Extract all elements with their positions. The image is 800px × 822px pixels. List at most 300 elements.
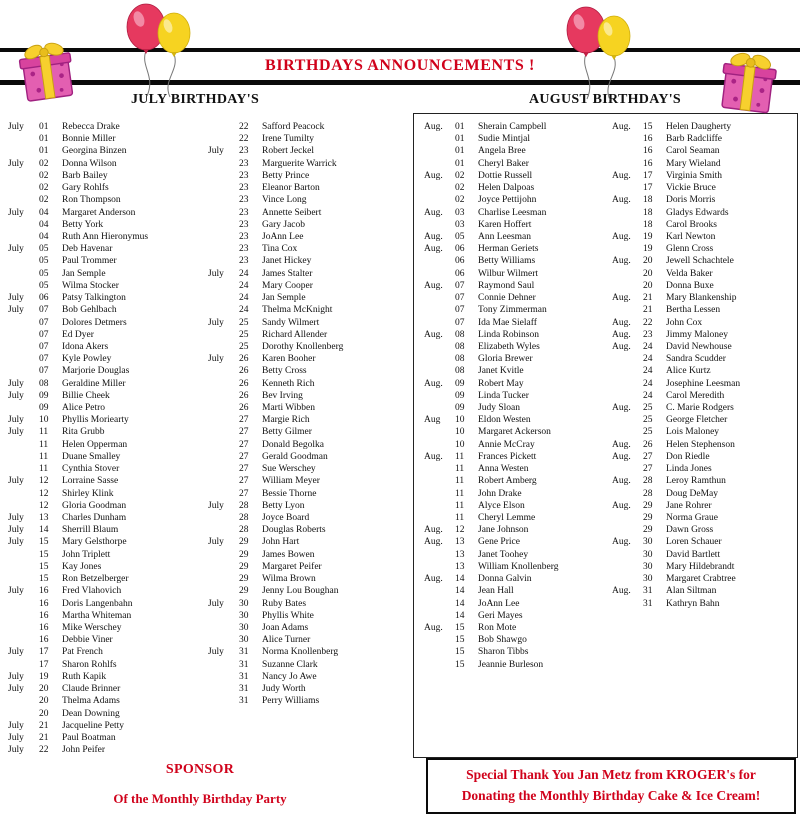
birthday-row: [8, 158, 208, 170]
birthday-row: [612, 524, 792, 536]
month-label: [208, 512, 239, 524]
month-label: Aug.: [612, 500, 631, 511]
person-name: Jan Semple: [62, 268, 106, 279]
day-number: 24: [239, 293, 249, 304]
birthday-row: [208, 561, 400, 573]
birthday-row: [8, 402, 208, 414]
birthday-row: [208, 243, 400, 255]
month-label: [612, 353, 643, 365]
month-label: [424, 145, 455, 157]
birthday-row: [424, 329, 612, 341]
month-label: July: [208, 268, 224, 279]
month-label: July: [208, 354, 224, 365]
day-number: 07: [455, 293, 465, 304]
birthday-row: [8, 463, 208, 475]
month-label: [208, 341, 239, 353]
person-name: Donna Galvin: [478, 574, 532, 585]
day-number: 31: [239, 659, 249, 670]
person-name: Gene Price: [478, 537, 520, 548]
person-name: Sherain Campbell: [478, 122, 547, 132]
day-number: 29: [239, 561, 249, 572]
month-label: July: [8, 684, 24, 695]
day-number: 31: [239, 684, 249, 695]
person-name: Perry Williams: [262, 696, 320, 707]
birthday-row: [8, 280, 208, 292]
birthday-row: [424, 598, 612, 610]
month-label: [8, 500, 39, 512]
month-label: [8, 268, 39, 280]
birthday-row: [8, 695, 208, 707]
day-number: 28: [239, 513, 249, 523]
day-number: 30: [239, 610, 249, 621]
day-number: 24: [643, 366, 653, 377]
birthday-row: [208, 353, 400, 365]
person-name: John Cox: [666, 317, 703, 328]
person-name: Tony Zimmerman: [478, 305, 547, 316]
month-label: [612, 219, 643, 231]
day-number: 13: [39, 513, 49, 523]
month-label: [208, 219, 239, 231]
birthday-row: [208, 292, 400, 304]
day-number: 13: [455, 549, 465, 560]
birthday-row: [424, 622, 612, 634]
month-label: [424, 402, 455, 414]
person-name: Linda Jones: [666, 464, 712, 475]
day-number: 11: [455, 500, 465, 511]
month-label: July: [8, 671, 24, 682]
birthday-row: [424, 536, 612, 548]
day-number: 31: [643, 586, 653, 597]
day-number: 29: [643, 500, 653, 511]
month-label: [208, 695, 239, 707]
day-number: 21: [643, 293, 653, 304]
day-number: 11: [39, 439, 49, 450]
person-name: Norma Graue: [666, 513, 718, 523]
month-label: [8, 231, 39, 243]
month-label: [8, 598, 39, 610]
person-name: Helen Opperman: [62, 439, 128, 450]
day-number: 20: [39, 696, 49, 707]
birthday-row: [8, 378, 208, 390]
month-label: [208, 402, 239, 414]
birthday-row: [612, 280, 792, 292]
month-label: [612, 488, 643, 500]
person-name: Patsy Talkington: [62, 293, 126, 304]
person-name: Ron Mote: [478, 622, 517, 633]
day-number: 02: [39, 170, 49, 181]
birthday-row: [208, 451, 400, 463]
person-name: Margaret Crabtree: [666, 574, 736, 585]
day-number: 16: [643, 158, 653, 169]
page-title: BIRTHDAYS ANNOUNCEMENTS !: [265, 57, 535, 74]
month-label: [612, 549, 643, 561]
person-name: Sandy Wilmert: [262, 317, 320, 328]
person-name: Vickie Bruce: [666, 183, 716, 194]
person-name: Kathryn Bahn: [666, 598, 720, 609]
month-label: [424, 475, 455, 487]
day-number: 07: [455, 280, 465, 291]
birthday-row: [208, 145, 400, 157]
birthday-row: [8, 683, 208, 695]
person-name: John Peifer: [62, 745, 106, 756]
day-number: 31: [239, 696, 249, 707]
birthday-row: [208, 549, 400, 561]
person-name: Bonnie Miller: [62, 134, 116, 145]
day-number: 19: [643, 244, 653, 255]
birthday-row: [424, 353, 612, 365]
day-number: 20: [643, 256, 653, 267]
person-name: Betty Gilmer: [262, 427, 312, 438]
day-number: 02: [39, 183, 49, 194]
birthday-row: [424, 500, 612, 512]
month-label: Aug.: [612, 586, 631, 597]
day-number: 28: [643, 476, 653, 487]
birthday-row: [8, 219, 208, 231]
person-name: Georgina Binzen: [62, 146, 127, 157]
day-number: 09: [39, 403, 49, 414]
birthday-row: [8, 194, 208, 206]
birthday-row: [208, 659, 400, 671]
person-name: Ida Mae Sielaff: [478, 317, 537, 328]
month-label: [208, 329, 239, 341]
birthday-row: [8, 182, 208, 194]
birthday-row: [612, 426, 792, 438]
month-label: [612, 512, 643, 524]
person-name: Sandra Scudder: [666, 354, 726, 365]
month-label: [424, 255, 455, 267]
birthday-row: [208, 439, 400, 451]
day-number: 09: [39, 390, 49, 401]
birthday-row: [8, 659, 208, 671]
person-name: Donna Wilson: [62, 158, 117, 169]
birthday-row: [8, 341, 208, 353]
birthday-row: [208, 121, 400, 133]
july-column-1: [8, 121, 208, 756]
day-number: 20: [39, 684, 49, 695]
person-name: Dorothy Knollenberg: [262, 341, 344, 352]
person-name: Jenny Lou Boughan: [262, 586, 339, 597]
birthday-row: [612, 390, 792, 402]
person-name: Doris Morris: [666, 195, 716, 206]
day-number: 26: [643, 439, 653, 450]
month-label: Aug.: [612, 439, 631, 450]
month-label: Aug.: [424, 207, 443, 218]
month-label: [8, 280, 39, 292]
day-number: 30: [239, 598, 249, 609]
birthday-row: [424, 414, 612, 426]
month-label: [208, 549, 239, 561]
month-label: July: [8, 158, 24, 169]
birthday-row: [208, 426, 400, 438]
gift-box-icon: [708, 50, 788, 116]
day-number: 05: [39, 268, 49, 279]
person-name: Alice Turner: [262, 635, 311, 646]
month-label: [8, 488, 39, 500]
birthday-row: [8, 585, 208, 597]
month-label: [8, 463, 39, 475]
birthday-row: [424, 365, 612, 377]
month-label: Aug.: [424, 451, 443, 462]
person-name: Velda Baker: [666, 268, 713, 279]
day-number: 07: [455, 317, 465, 328]
day-number: 08: [455, 329, 465, 340]
day-number: 05: [39, 244, 49, 255]
person-name: Margaret Anderson: [62, 207, 136, 218]
month-label: [208, 561, 239, 573]
month-label: Aug.: [424, 378, 443, 389]
month-label: [8, 549, 39, 561]
month-label: July: [8, 732, 24, 743]
birthday-row: [8, 622, 208, 634]
month-label: July: [208, 647, 224, 658]
day-number: 11: [455, 513, 465, 523]
birthday-row: [424, 634, 612, 646]
day-number: 25: [239, 341, 249, 352]
month-label: July: [8, 415, 24, 426]
day-number: 15: [39, 561, 49, 572]
person-name: Pat French: [62, 647, 103, 658]
person-name: Mary Wieland: [666, 158, 721, 169]
birthday-row: [8, 512, 208, 524]
month-label: Aug.: [612, 122, 631, 132]
person-name: Sue Werschey: [262, 464, 316, 475]
person-name: Virginia Smith: [666, 170, 722, 181]
day-number: 01: [455, 158, 465, 169]
month-label: July: [8, 427, 24, 438]
day-number: 30: [643, 537, 653, 548]
day-number: 24: [643, 378, 653, 389]
person-name: Wilma Stocker: [62, 280, 119, 291]
person-name: Kay Jones: [62, 561, 102, 572]
person-name: Betty Lyon: [262, 500, 305, 511]
person-name: Judy Worth: [262, 684, 306, 695]
month-label: July: [8, 720, 24, 731]
birthday-row: [208, 365, 400, 377]
birthday-row: [8, 610, 208, 622]
month-label: [8, 133, 39, 145]
month-label: [208, 634, 239, 646]
birthday-row: [424, 341, 612, 353]
month-label: [424, 133, 455, 145]
person-name: Thelma McKnight: [262, 305, 333, 316]
day-number: 11: [455, 451, 465, 462]
person-name: Martha Whiteman: [62, 610, 132, 621]
person-name: Jane Rohrer: [666, 500, 712, 511]
person-name: Alice Petro: [62, 403, 106, 414]
month-label: Aug.: [424, 280, 443, 291]
birthday-row: [424, 549, 612, 561]
person-name: Jacqueline Petty: [62, 720, 124, 731]
day-number: 07: [39, 329, 49, 340]
birthday-row: [424, 475, 612, 487]
thank-you-line-1: Special Thank You Jan Metz from KROGER's for: [466, 767, 756, 782]
month-label: [424, 341, 455, 353]
day-number: 15: [39, 549, 49, 560]
month-label: [8, 708, 39, 720]
birthday-row: [8, 439, 208, 451]
person-name: Ruth Kapik: [62, 671, 107, 682]
person-name: William Meyer: [262, 476, 320, 487]
day-number: 28: [239, 500, 249, 511]
birthday-row: [208, 268, 400, 280]
birthday-row: [208, 170, 400, 182]
person-name: Sudie Mintjal: [478, 134, 530, 145]
month-label: [208, 365, 239, 377]
birthday-row: [8, 744, 208, 756]
person-name: Kenneth Rich: [262, 378, 315, 389]
birthday-row: [8, 536, 208, 548]
birthday-row: [424, 170, 612, 182]
month-label: [208, 390, 239, 402]
day-number: 25: [239, 317, 249, 328]
day-number: 02: [455, 183, 465, 194]
birthday-row: [424, 304, 612, 316]
birthday-row: [612, 121, 792, 133]
day-number: 05: [39, 256, 49, 267]
birthday-row: [208, 695, 400, 707]
person-name: Tina Cox: [262, 244, 298, 255]
birthday-row: [208, 646, 400, 658]
person-name: Ruth Ann Hieronymus: [62, 231, 149, 242]
month-label: Aug.: [612, 476, 631, 487]
birthday-row: [612, 353, 792, 365]
month-label: [424, 659, 455, 671]
birthday-row: [424, 426, 612, 438]
person-name: Mary Blankenship: [666, 293, 737, 304]
birthday-row: [424, 585, 612, 597]
person-name: Jean Hall: [478, 586, 514, 597]
month-label: [8, 402, 39, 414]
month-label: Aug.: [612, 170, 631, 181]
day-number: 15: [643, 122, 653, 132]
month-label: [208, 659, 239, 671]
birthday-row: [612, 243, 792, 255]
month-label: [424, 463, 455, 475]
day-number: 24: [643, 354, 653, 365]
day-number: 06: [455, 244, 465, 255]
person-name: Lorraine Sasse: [62, 476, 119, 487]
sponsor-title: SPONSOR: [165, 762, 235, 777]
month-label: [424, 634, 455, 646]
month-label: [8, 329, 39, 341]
month-label: [612, 463, 643, 475]
birthday-row: [208, 390, 400, 402]
birthday-row: [424, 317, 612, 329]
month-label: [208, 451, 239, 463]
month-label: [424, 194, 455, 206]
person-name: Geraldine Miller: [62, 378, 126, 389]
birthday-row: [208, 341, 400, 353]
person-name: Robert Jeckel: [262, 146, 314, 157]
month-label: [612, 158, 643, 170]
day-number: 15: [39, 574, 49, 585]
birthday-row: [424, 573, 612, 585]
day-number: 27: [239, 476, 249, 487]
birthday-row: [424, 439, 612, 451]
month-label: Aug.: [612, 256, 631, 267]
person-name: Thelma Adams: [62, 696, 120, 707]
day-number: 07: [39, 341, 49, 352]
birthday-row: [612, 451, 792, 463]
birthday-row: [612, 133, 792, 145]
birthday-row: [424, 207, 612, 219]
day-number: 26: [239, 378, 249, 389]
birthday-row: [612, 512, 792, 524]
person-name: Margaret Ackerson: [478, 427, 551, 438]
birthday-row: [424, 463, 612, 475]
month-label: [8, 622, 39, 634]
july-column-2: [208, 121, 400, 756]
person-name: Fred Vlahovich: [62, 586, 122, 597]
month-label: [8, 365, 39, 377]
month-label: [8, 439, 39, 451]
day-number: 02: [455, 195, 465, 206]
birthday-row: [424, 219, 612, 231]
month-label: [208, 475, 239, 487]
person-name: Richard Allender: [262, 329, 328, 340]
day-number: 07: [39, 354, 49, 365]
person-name: Donna Buxe: [666, 280, 714, 291]
month-label: [8, 634, 39, 646]
month-label: [8, 695, 39, 707]
day-number: 29: [643, 525, 653, 536]
birthday-row: [424, 158, 612, 170]
month-label: [8, 145, 39, 157]
day-number: 15: [455, 659, 465, 670]
person-name: Geri Mayes: [478, 610, 523, 621]
birthday-row: [612, 475, 792, 487]
day-number: 08: [455, 341, 465, 352]
birthday-row: [612, 268, 792, 280]
day-number: 08: [455, 366, 465, 377]
month-label: [424, 549, 455, 561]
day-number: 12: [39, 488, 49, 499]
person-name: Donald Begolka: [262, 439, 325, 450]
month-label: [8, 170, 39, 182]
day-number: 18: [643, 207, 653, 218]
day-number: 23: [239, 207, 249, 218]
day-number: 16: [39, 598, 49, 609]
birthday-row: [612, 585, 792, 597]
day-number: 22: [39, 745, 49, 756]
day-number: 22: [643, 317, 653, 328]
day-number: 30: [643, 561, 653, 572]
day-number: 21: [39, 720, 49, 731]
month-label: [424, 317, 455, 329]
month-label: Aug.: [424, 170, 443, 181]
day-number: 14: [455, 586, 465, 597]
day-number: 01: [455, 146, 465, 157]
birthday-row: [208, 585, 400, 597]
person-name: James Bowen: [262, 549, 315, 560]
birthday-row: [208, 317, 400, 329]
person-name: Marjorie Douglas: [62, 366, 130, 377]
month-label: [208, 207, 239, 219]
person-name: John Drake: [478, 488, 522, 499]
person-name: Joan Adams: [262, 622, 309, 633]
birthday-row: [8, 720, 208, 732]
day-number: 27: [643, 451, 653, 462]
day-number: 02: [39, 195, 49, 206]
birthday-row: [424, 280, 612, 292]
person-name: Anna Westen: [478, 464, 529, 475]
month-label: [612, 414, 643, 426]
person-name: Elizabeth Wyles: [478, 341, 540, 352]
month-label: [8, 561, 39, 573]
day-number: 11: [39, 464, 49, 475]
day-number: 27: [239, 451, 249, 462]
person-name: Vince Long: [262, 195, 307, 206]
